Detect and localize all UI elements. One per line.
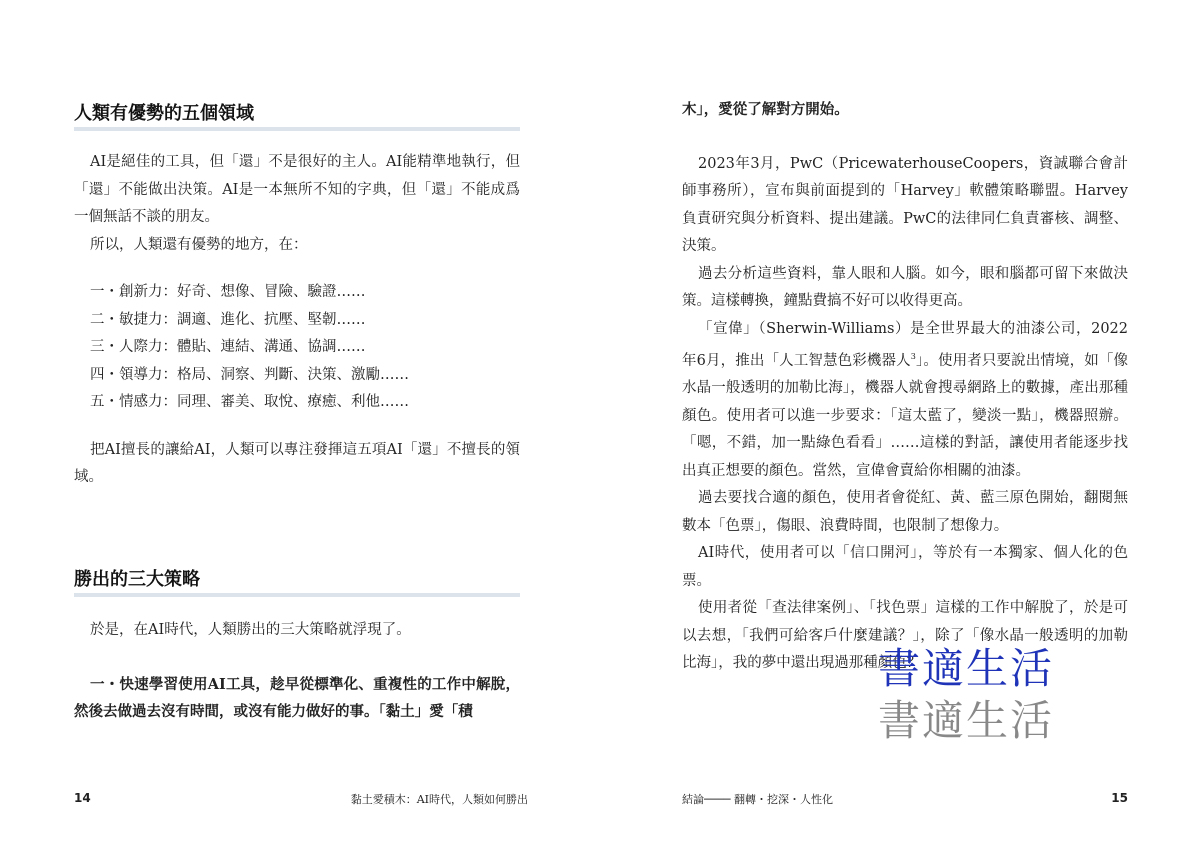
- paragraph: 所以，人類還有優勢的地方，在：: [90, 236, 308, 253]
- paragraph-continuation: 木」，愛從了解對方開始。: [682, 101, 849, 118]
- five-domains-list: [74, 279, 520, 417]
- paragraph: [682, 316, 1128, 486]
- paragraph: 把AI擅長的讓給AI，人類可以專注發揮這五項AI「還」不擅長的領域。: [74, 441, 520, 485]
- heading-rule: [74, 593, 520, 597]
- footnote-marker: 3: [910, 352, 916, 361]
- watermark-gray: 書適生活: [878, 696, 1055, 745]
- paragraph: 過去要找合適的顏色，使用者會從紅、黃、藍三原色開始，翻閱無數本「色票」，傷眼、浪費時間，也限制了想像力。: [682, 490, 1128, 534]
- section-title-five-domains: 人類有優勢的五個領域: [74, 103, 254, 124]
- watermark-blue: 書適生活: [878, 644, 1055, 693]
- section1-body: [74, 149, 520, 492]
- list-item: 五・情感力：同理、審美、取悅、療癒、利他……: [90, 394, 409, 410]
- text-span: 」。使用者只要說出情境，如「像水晶一般透明的加勒比海」，機器人就會搜尋網路上的數據，產出那種顏色。使用者可以進一步要求：「這太藍了，變淡一點」，機器照辦。「嗯，不錯，加一點綠色看看」……這樣的對話，讓使用者能逐步找出真正想要的顏色。當然，宣偉會賣給你相關的油漆。: [682, 352, 1128, 479]
- paragraph: AI時代，使用者可以「信口開河」，等於有一本獨家、個人化的色票。: [682, 545, 1128, 589]
- section2-body: [74, 617, 520, 726]
- section-title-three-strategies: 勝出的三大策略: [74, 569, 200, 590]
- running-title: 黏土愛積木：AI時代，人類如何勝出: [350, 793, 528, 806]
- paragraph: 使用者從「查法律案例」、「找色票」這樣的工作中解脫了，於是可以去想，「我們可給客戶什麼建議？」，除了「像水晶一般透明的加勒比海」，我的夢中還出現過那種顏色？: [682, 600, 1128, 672]
- list-item: 一・創新力：好奇、想像、冒險、驗證……: [90, 284, 366, 300]
- page-number: 15: [1111, 791, 1128, 805]
- paragraph: 2023年3月，PwC（PricewaterhouseCoopers，資誠聯合會計師事務所），宣布與前面提到的「Harvey」軟體策略聯盟。Harvey負責研究與分析資料、提出建議。PwC的法律同仁負責審核、調整、決策。: [682, 155, 1128, 254]
- text-span: 「宣偉」（Sherwin-Williams）是全世界最大的油漆公司，2022年6月，推出「人工智慧色彩機器人: [682, 320, 1128, 369]
- paragraph: 於是，在AI時代，人類勝出的三大策略就浮現了。: [90, 622, 411, 638]
- page-number: 14: [74, 791, 91, 805]
- list-item: 三・人際力：體貼、連結、溝通、協調……: [90, 339, 366, 355]
- paragraph: 過去分析這些資料，靠人眼和人腦。如今，眼和腦都可留下來做決策。這樣轉換，鐘點費搞不好可以收得更高。: [682, 265, 1128, 309]
- right-page: [600, 0, 1200, 851]
- list-item: 四・領導力：格局、洞察、判斷、決策、激勵……: [90, 366, 409, 383]
- chapter-title: 結論──── 翻轉・挖深・人性化: [682, 793, 833, 806]
- strategy-one: 一・快速學習使用AI工具，趁早從標準化、重複性的工作中解脫，然後去做過去沒有時間，或沒有能力做好的事。「黏土」愛「積: [74, 675, 520, 720]
- heading-rule: [74, 127, 520, 131]
- list-item: 二・敏捷力：調適、進化、抗壓、堅韌……: [90, 311, 366, 328]
- right-body: [682, 96, 1128, 678]
- paragraph: AI是絕佳的工具，但「還」不是很好的主人。AI能精準地執行，但「還」不能做出決策。AI是一本無所不知的字典，但「還」不能成爲一個無話不談的朋友。: [74, 154, 520, 225]
